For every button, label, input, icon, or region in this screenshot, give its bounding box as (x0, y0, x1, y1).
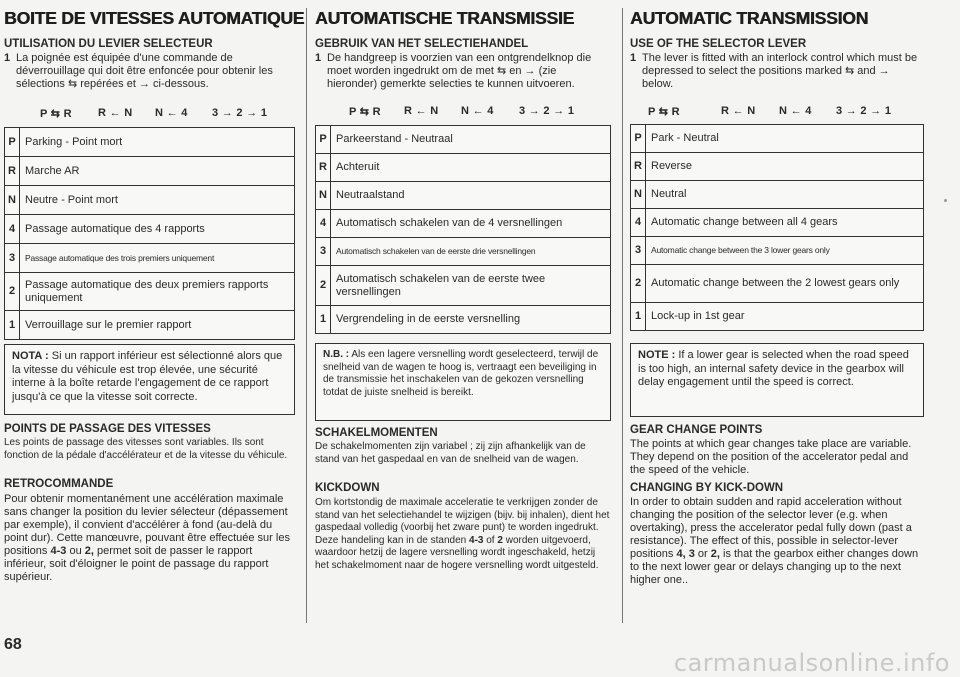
table-row (631, 237, 924, 265)
table-row (316, 126, 611, 154)
gear-desc: Automatic change between the 2 lowest gears only (646, 265, 924, 303)
section-heading: KICKDOWN (315, 482, 380, 494)
body-text: of (483, 534, 498, 546)
table-row (5, 215, 295, 244)
body-text: Om kortstondig de maximale acceleratie te verkrijgen zonder de stand van het selectiehandel te wijzigen (bijv. bij inhalen), dient het gaspedaal volledig (voorbij het zware punt) te worden ingedrukt. Deze handeling kan in de standen (315, 497, 610, 546)
gear-desc: Automatic change between all 4 gears (646, 209, 924, 237)
note-text: Als een lagere versnelling wordt geselecteerd, terwijl de snelheid van de wagen te hoog is, vertraagt een beveiliging in de transmissie het inschakelen van de gekozen versnelling totdat de juiste snelheid is bereikt. (323, 349, 599, 398)
step-number: 1 (315, 52, 322, 64)
table-row (631, 265, 924, 303)
gear-desc: Vergrendeling in de eerste versnelling (331, 306, 611, 334)
seq-item: 3 → 2 → 1 (212, 107, 268, 119)
column-divider (622, 8, 623, 623)
note-label: NOTE : (638, 349, 676, 361)
gear-desc: Passage automatique des 4 rapports (20, 215, 295, 244)
section-title: AUTOMATISCHE TRANSMISSIE (315, 8, 575, 28)
gear-desc: Parking - Point mort (20, 128, 295, 157)
body-bold: 2, (84, 545, 94, 557)
seq-item: N ← 4 (461, 105, 494, 117)
note-box (630, 343, 924, 417)
subheading: UTILISATION DU LEVIER SELECTEUR (4, 38, 213, 50)
body-text: is that the gearbox either changes down to the next lower gear or delays changing up to the next higher one.. (630, 548, 919, 586)
seq-item: N ← 4 (155, 107, 188, 119)
watermark: carmanualsonline.info (673, 649, 950, 677)
section-body: The points at which gear changes take place are variable. They depend on the position of the accelerator pedal and the speed of the vehicle. (630, 438, 912, 476)
body-text: Pour obtenir momentanément une accélération maximale sans changer la position du levier sélecteur (dépassement par exemple), il convient d'accélérer à fond (au-delà du point dur). Cette manœuvre, pouvant être effectuée sur les positions (4, 493, 290, 557)
seq-item: R ← N (404, 105, 439, 117)
subheading: USE OF THE SELECTOR LEVER (630, 38, 807, 50)
section-body: De schakelmomenten zijn variabel ; zij zijn afhankelijk van de stand van het gaspedaal en van de snelheid van de wagen. (315, 441, 586, 465)
gear-key: P (631, 125, 646, 153)
gear-key: 4 (631, 209, 646, 237)
column-english (630, 0, 930, 630)
gear-key: 2 (316, 266, 331, 306)
seq-item: R ← N (721, 105, 756, 117)
table-row (5, 244, 295, 273)
gear-key: 3 (316, 238, 331, 266)
note-box (4, 344, 295, 415)
gear-desc: Achteruit (331, 154, 611, 182)
body-text: or (694, 548, 711, 560)
gear-key: 1 (631, 303, 646, 331)
step-number: 1 (630, 52, 637, 64)
section-body: Les points de passage des vitesses sont variables. Ils sont fonction de la pédale d'accélérateur et de la vitesse du véhicule. (4, 437, 288, 461)
note-text: Si un rapport inférieur est sélectionné alors que la vitesse du véhicule est trop élevée, une sécurité interne à la boîte retarde l'engagement de ce rapport jusqu'à ce que la vitesse soit correcte. (12, 350, 283, 403)
seq-item: P ⇆ R (40, 108, 72, 120)
table-row (631, 181, 924, 209)
table-row (631, 153, 924, 181)
gear-key: R (631, 153, 646, 181)
table-row (631, 209, 924, 237)
gear-desc: Parkeerstand - Neutraal (331, 126, 611, 154)
table-row (5, 186, 295, 215)
table-row (316, 238, 611, 266)
table-row (316, 182, 611, 210)
gear-key: P (5, 128, 20, 157)
note-text: If a lower gear is selected when the road speed is too high, an internal safety device in the gearbox will delay engagement until the speed is correct. (638, 349, 909, 388)
gear-desc: Automatisch schakelen van de eerste drie versnellingen (331, 238, 611, 266)
gear-key: 3 (5, 244, 20, 273)
column-divider (306, 8, 307, 623)
intro-text: De handgreep is voorzien van een ontgrendelknop die moet worden ingedrukt om de met ⇆ en → (zie hieronder) gemerkte selecties te kunnen uitvoeren. (327, 52, 592, 90)
gear-desc: Automatic change between the 3 lower gears only (646, 237, 924, 265)
column-french (4, 0, 305, 630)
section-heading: GEAR CHANGE POINTS (630, 424, 763, 436)
section-title: BOITE DE VITESSES AUTOMATIQUE (4, 8, 305, 28)
body-text: permet soit de passer le rapport inférieur, soit d'éloigner le point de passage du rapport supérieur. (4, 545, 269, 583)
column-dutch (315, 0, 615, 630)
body-bold: 2 (497, 534, 503, 546)
gear-key: N (5, 186, 20, 215)
gear-key: 2 (5, 273, 20, 311)
intro-text: La poignée est équipée d'une commande de déverrouillage qui doit être enfoncée pour obtenir les sélections ⇆ repérées et → ci-dessous. (16, 52, 273, 90)
body-bold: 4-3 (469, 534, 484, 546)
gear-desc: Marche AR (20, 157, 295, 186)
gear-desc: Automatisch schakelen van de eerste twee versnellingen (331, 266, 611, 306)
seq-item: 3 → 2 → 1 (519, 105, 575, 117)
table-row (316, 266, 611, 306)
gear-desc: Neutral (646, 181, 924, 209)
section-heading: POINTS DE PASSAGE DES VITESSES (4, 423, 211, 435)
note-box (315, 343, 611, 421)
body-bold: 4, 3 (676, 548, 695, 560)
scan-speck (944, 199, 947, 202)
body-bold: 2, (710, 548, 720, 560)
gear-key: 2 (631, 265, 646, 303)
gear-key: R (5, 157, 20, 186)
gear-desc: Automatisch schakelen van de 4 versnellingen (331, 210, 611, 238)
step-number: 1 (4, 52, 11, 64)
table-row (631, 303, 924, 331)
gear-desc: Park - Neutral (646, 125, 924, 153)
table-row (5, 311, 295, 340)
gear-key: 4 (316, 210, 331, 238)
gear-desc: Verrouillage sur le premier rapport (20, 311, 295, 340)
table-row (631, 125, 924, 153)
table-row (5, 157, 295, 186)
gear-table (4, 127, 295, 340)
seq-item: P ⇆ R (349, 106, 381, 118)
gear-table (315, 125, 611, 334)
gear-desc: Reverse (646, 153, 924, 181)
table-row (5, 128, 295, 157)
intro-paragraph (4, 52, 294, 91)
body-bold: 4-3 (50, 545, 67, 557)
section-body (630, 496, 926, 587)
gear-key: P (316, 126, 331, 154)
intro-text: The lever is fitted with an interlock control which must be depressed to select the positions marked ⇆ and → below. (642, 52, 918, 90)
section-heading: SCHAKELMOMENTEN (315, 427, 438, 439)
table-row (316, 210, 611, 238)
section-body (4, 493, 295, 584)
gear-key: 1 (5, 311, 20, 340)
seq-item: P ⇆ R (648, 106, 680, 118)
seq-item: R ← N (98, 107, 133, 119)
section-body (315, 497, 611, 572)
gear-desc: Neutraalstand (331, 182, 611, 210)
gear-desc: Passage automatique des trois premiers uniquement (20, 244, 295, 273)
gear-key: 1 (316, 306, 331, 334)
body-text: In order to obtain sudden and rapid acceleration without changing the position of the selector lever (e.g. when overtaking), press the accelerator pedal fully down (past a resistance). The effect of this, possible in selector-lever positions (630, 496, 912, 560)
gear-key: 4 (5, 215, 20, 244)
gear-table (630, 124, 924, 331)
seq-item: 3 → 2 → 1 (836, 105, 892, 117)
intro-paragraph (630, 52, 920, 91)
table-row (316, 306, 611, 334)
gear-key: N (316, 182, 331, 210)
table-row (5, 273, 295, 311)
note-label: NOTA : (12, 350, 49, 362)
gear-desc: Passage automatique des deux premiers rapports uniquement (20, 273, 295, 311)
body-text: ou (66, 545, 85, 557)
gear-desc: Lock-up in 1st gear (646, 303, 924, 331)
subheading: GEBRUIK VAN HET SELECTIEHANDEL (315, 38, 529, 50)
section-heading: RETROCOMMANDE (4, 478, 114, 490)
section-title: AUTOMATIC TRANSMISSION (630, 8, 869, 28)
page-number: 68 (4, 636, 22, 653)
body-text: worden uitgevoerd, waardoor hetzij de lagere versnelling wordt ingeschakeld, hetzij het schakelmoment naar de hogere versnelling wordt uitgesteld. (315, 534, 599, 571)
table-row (316, 154, 611, 182)
gear-key: 3 (631, 237, 646, 265)
section-heading: CHANGING BY KICK-DOWN (630, 482, 784, 494)
gear-key: N (631, 181, 646, 209)
gear-key: R (316, 154, 331, 182)
seq-item: N ← 4 (779, 105, 812, 117)
gear-desc: Neutre - Point mort (20, 186, 295, 215)
intro-paragraph (315, 52, 609, 91)
note-label: N.B. : (323, 349, 350, 360)
